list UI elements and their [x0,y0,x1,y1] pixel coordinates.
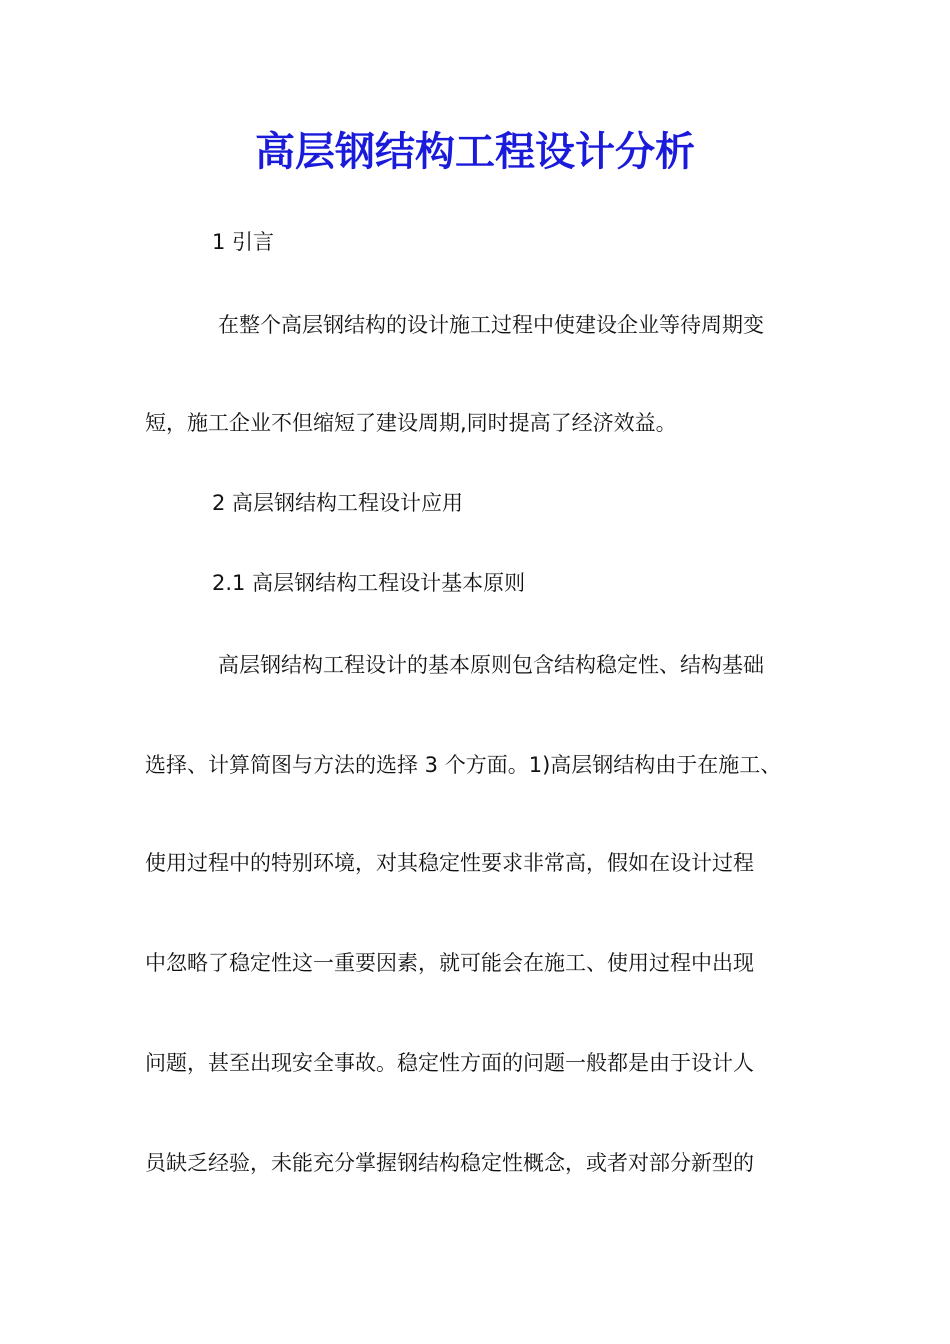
paragraph-line: 员缺乏经验，未能充分掌握钢结构稳定性概念，或者对部分新型的 [145,1151,754,1175]
subsection-heading-principles: 2.1 高层钢结构工程设计基本原则 [212,571,526,595]
paragraph-line: 问题，甚至出现安全事故。稳定性方面的问题一般都是由于设计人 [145,1051,754,1075]
section-heading-application: 2 高层钢结构工程设计应用 [212,491,464,515]
paragraph-line: 使用过程中的特别环境，对其稳定性要求非常高，假如在设计过程 [145,851,754,875]
paragraph-line: 选择、计算简图与方法的选择 3 个方面。1)高层钢结构由于在施工、 [145,753,782,777]
paragraph-line: 短，施工企业不但缩短了建设周期,同时提高了经济效益。 [145,411,677,435]
paragraph-line: 在整个高层钢结构的设计施工过程中使建设企业等待周期变 [218,313,764,337]
section-heading-intro: 1 引言 [212,230,275,254]
document-title: 高层钢结构工程设计分析 [255,128,695,175]
paragraph-line: 高层钢结构工程设计的基本原则包含结构稳定性、结构基础 [218,653,764,677]
paragraph-line: 中忽略了稳定性这一重要因素，就可能会在施工、使用过程中出现 [145,951,754,975]
